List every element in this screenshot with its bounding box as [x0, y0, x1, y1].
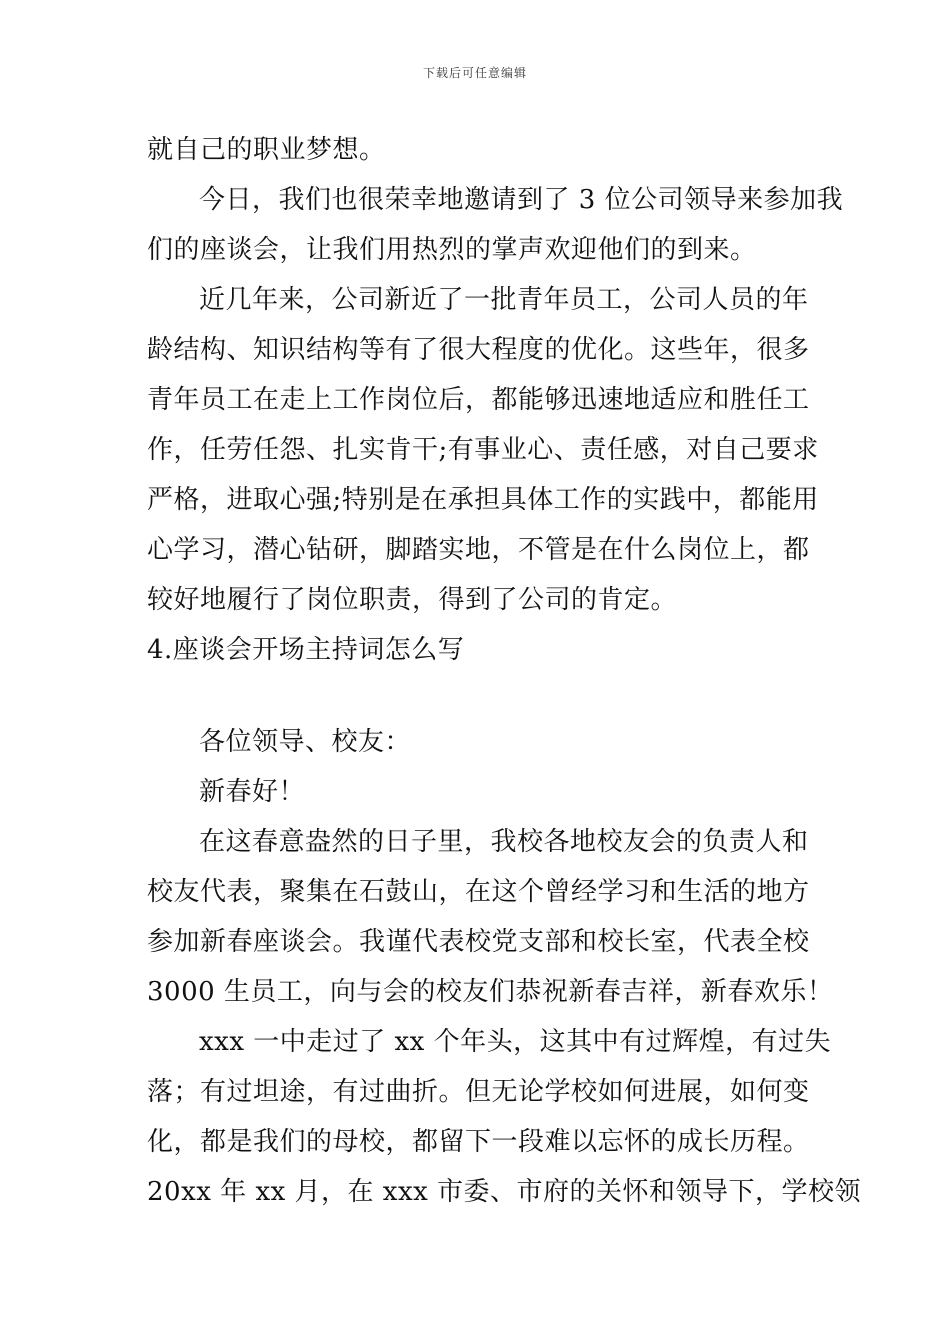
paragraph-first-line: xxx 一中走过了 xx 个年头，这其中有过辉煌，有过失 [199, 1027, 832, 1057]
text-line: 校友代表，聚集在石鼓山，在这个曾经学习和生活的地方 [147, 877, 810, 907]
text-line: 3000 生员工，向与会的校友们恭祝新春吉祥，新春欢乐！ [147, 977, 834, 1007]
paragraph-first-line: 近几年来，公司新近了一批青年员工，公司人员的年 [199, 285, 809, 315]
text-line: 作，任劳任怨、扎实肯干;有事业心、责任感，对自己要求 [147, 435, 819, 465]
text-line: 严格，进取心强;特别是在承担具体工作的实践中，都能用 [147, 485, 819, 515]
blank-spacer [147, 675, 812, 717]
text-line: 龄结构、知识结构等有了很大程度的优化。这些年，很多 [147, 335, 810, 365]
text-line: 青年员工在走上工作岗位后，都能够迅速地适应和胜任工 [147, 385, 810, 415]
section-heading: 4.座谈会开场主持词怎么写 [147, 635, 465, 665]
text-line: 们的座谈会，让我们用热烈的掌声欢迎他们的到来。 [147, 235, 757, 265]
text-line: 落；有过坦途，有过曲折。但无论学校如何进展，如何变 [147, 1077, 810, 1107]
text-line: 20xx 年 xx 月，在 xxx 市委、市府的关怀和领导下，学校领 [147, 1177, 862, 1207]
text-line: 化，都是我们的母校，都留下一段难以忘怀的成长历程。 [147, 1127, 810, 1157]
greeting: 新春好！ [199, 777, 306, 807]
salutation: 各位领导、校友： [199, 727, 412, 757]
text-line: 心学习，潜心钻研，脚踏实地，不管是在什么岗位上，都 [147, 535, 810, 565]
page-header: 下载后可任意编辑 [422, 66, 527, 80]
text-line: 就自己的职业梦想。 [147, 135, 386, 165]
text-line: 较好地履行了岗位职责，得到了公司的肯定。 [147, 585, 678, 615]
document-body [147, 125, 862, 1217]
text-line: 参加新春座谈会。我谨代表校党支部和校长室，代表全校 [147, 927, 810, 957]
paragraph-first-line: 今日，我们也很荣幸地邀请到了 3 位公司领导来参加我 [199, 185, 844, 215]
paragraph-first-line: 在这春意盎然的日子里，我校各地校友会的负责人和 [199, 827, 809, 857]
